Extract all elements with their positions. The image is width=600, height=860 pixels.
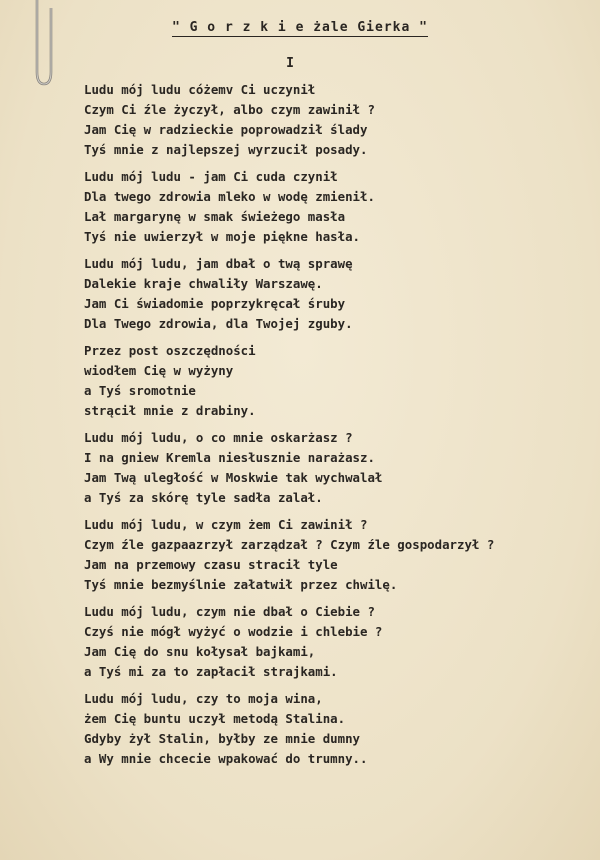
poem-line: Ludu mój ludu, w czym żem Ci zawinił ? (84, 517, 368, 532)
poem-line: Gdyby żył Stalin, byłby ze mnie dumny (84, 731, 361, 746)
poem-line: Jam Cię w radzieckie poprowadził ślady (84, 122, 368, 137)
stanza (84, 341, 594, 421)
poem-line: żem Cię buntu uczył metodą Stalina. (84, 711, 346, 726)
poem-title: " G o r z k i e żale Gierka " (172, 20, 428, 35)
poem-line: Przez post oszczędności (84, 343, 256, 358)
poem-line: Jam Twą uległość w Moskwie tak wychwalał (84, 470, 383, 485)
poem-line: Jam Ci świadomie poprzykręcał śruby (84, 296, 346, 311)
stanza (84, 80, 594, 160)
poem-line: Dalekie kraje chwaliły Warszawę. (84, 276, 323, 291)
poem-line: a Wy mnie chcecie wpakować do trumny.. (84, 751, 368, 766)
poem-line: Jam na przemowy czasu stracił tyle (84, 557, 338, 572)
poem-line: Lał margarynę w smak świeżego masła (84, 209, 346, 224)
poem-line: Ludu mój ludu, o co mnie oskarżasz ? (84, 430, 353, 445)
poem-line: strącił mnie z drabiny. (84, 403, 256, 418)
poem-line: Ludu mój ludu, czy to moja wina, (84, 691, 323, 706)
paper-clip-icon (30, 0, 56, 90)
poem-body (84, 80, 594, 776)
poem-line: a Tyś sromotnie (84, 383, 196, 398)
stanza (84, 428, 594, 508)
poem-line: a Tyś mi za to zapłacił strajkami. (84, 664, 338, 679)
stanza (84, 515, 594, 595)
poem-line: Dla Twego zdrowia, dla Twojej zguby. (84, 316, 353, 331)
stanza (84, 602, 594, 682)
poem-line: wiodłem Cię w wyżyny (84, 363, 234, 378)
stanza (84, 167, 594, 247)
poem-line: Czyś nie mógł wyżyć o wodzie i chlebie ? (84, 624, 383, 639)
stanza (84, 254, 594, 334)
stanza (84, 689, 594, 769)
poem-line: Ludu mój ludu, czym nie dbał o Ciebie ? (84, 604, 375, 619)
poem-line: Czym źle gazpaazrzył zarządzał ? Czym źle gospodarzył ? (84, 537, 495, 552)
section-numeral: I (286, 56, 294, 71)
poem-line: Jam Cię do snu kołysał bajkami, (84, 644, 316, 659)
poem-line: Ludu mój ludu cóżemv Ci uczynił (84, 82, 316, 97)
poem-line: Tyś nie uwierzył w moje piękne hasła. (84, 229, 361, 244)
poem-line: Dla twego zdrowia mleko w wodę zmienił. (84, 189, 375, 204)
poem-line: a Tyś za skórę tyle sadła zalał. (84, 490, 323, 505)
poem-line: Czym Ci źle życzył, albo czym zawinił ? (84, 102, 375, 117)
poem-line: Ludu mój ludu, jam dbał o twą sprawę (84, 256, 353, 271)
poem-line: Tyś mnie z najlepszej wyrzucił posady. (84, 142, 368, 157)
poem-line: Tyś mnie bezmyślnie załatwił przez chwilę. (84, 577, 398, 592)
poem-line: I na gniew Kremla niesłusznie narażasz. (84, 450, 375, 465)
poem-line: Ludu mój ludu - jam Ci cuda czynił (84, 169, 338, 184)
